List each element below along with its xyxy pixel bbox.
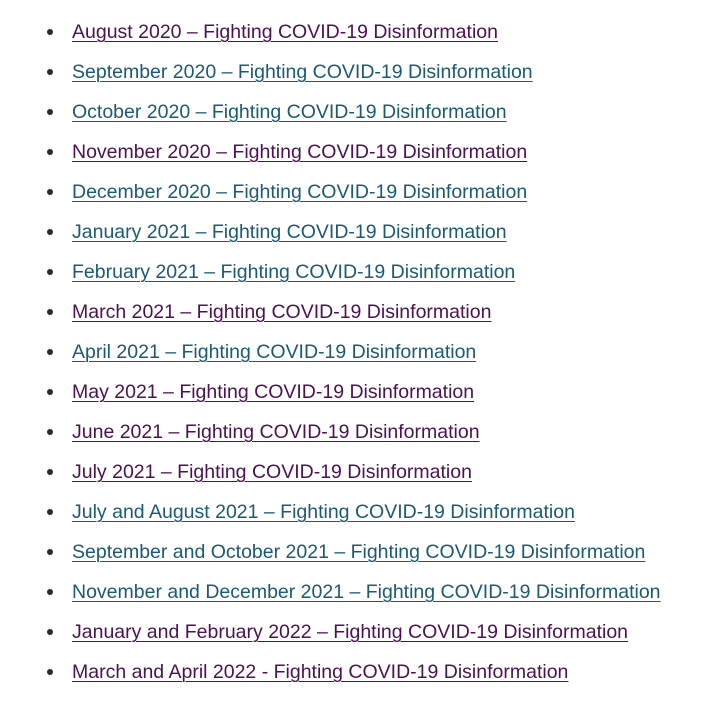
list-item [0,412,706,452]
list-item [0,612,706,652]
list-link[interactable]: November 2020 – Fighting COVID-19 Disinformation [72,141,528,163]
list-item [0,92,706,132]
list-item [0,252,706,292]
list-item [0,332,706,372]
bullet-icon [47,429,53,435]
list-item [0,12,706,52]
list-link[interactable]: October 2020 – Fighting COVID-19 Disinformation [72,101,507,123]
list-link[interactable]: April 2021 – Fighting COVID-19 Disinformation [72,341,477,363]
bullet-icon [47,189,53,195]
bullet-icon [47,629,53,635]
list-item [0,372,706,412]
list-link[interactable]: July and August 2021 – Fighting COVID-19 Disinformation [72,501,575,523]
bullet-icon [47,349,53,355]
bullet-icon [47,269,53,275]
bullet-icon [47,389,53,395]
bullet-icon [47,309,53,315]
list-link[interactable]: November and December 2021 – Fighting COVID-19 Disinformation [72,581,661,603]
list-link[interactable]: January 2021 – Fighting COVID-19 Disinformation [72,221,507,243]
list-item [0,292,706,332]
bullet-icon [47,469,53,475]
list-link[interactable]: August 2020 – Fighting COVID-19 Disinformation [72,21,498,43]
list-link[interactable]: May 2021 – Fighting COVID-19 Disinformation [72,381,475,403]
list-link[interactable]: September 2020 – Fighting COVID-19 Disinformation [72,61,533,83]
list-link[interactable]: June 2021 – Fighting COVID-19 Disinformation [72,421,480,443]
list-item [0,212,706,252]
list-item [0,172,706,212]
list-link[interactable]: September and October 2021 – Fighting COVID-19 Disinformation [72,541,646,563]
list-link[interactable]: February 2021 – Fighting COVID-19 Disinformation [72,261,516,283]
bullet-icon [47,29,53,35]
list-item [0,52,706,92]
list-link[interactable]: December 2020 – Fighting COVID-19 Disinformation [72,181,528,203]
bullet-icon [47,229,53,235]
bullet-icon [47,509,53,515]
list-item [0,132,706,172]
list-link[interactable]: March 2021 – Fighting COVID-19 Disinformation [72,301,492,323]
list-link[interactable]: July 2021 – Fighting COVID-19 Disinformation [72,461,472,483]
bullet-icon [47,109,53,115]
list-link[interactable]: March and April 2022 - Fighting COVID-19 Disinformation [72,661,569,683]
list-item [0,492,706,532]
list-link[interactable]: January and February 2022 – Fighting COVID-19 Disinformation [72,621,629,643]
bullet-icon [47,69,53,75]
list-item [0,572,706,612]
bullet-icon [47,549,53,555]
list-item [0,532,706,572]
bullet-icon [47,149,53,155]
list-item [0,452,706,492]
list-item [0,652,706,692]
bullet-icon [47,669,53,675]
bullet-icon [47,589,53,595]
disinformation-link-list [0,12,706,692]
